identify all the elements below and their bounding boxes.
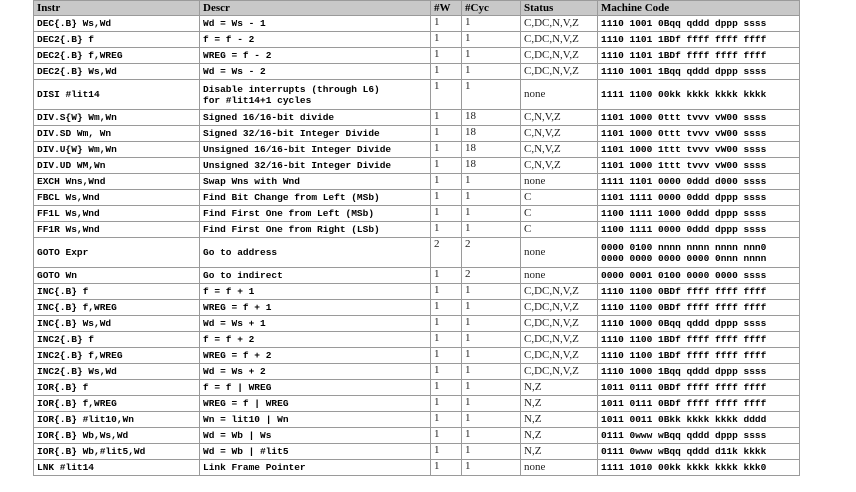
cell-instr: GOTO Expr <box>34 238 200 268</box>
cell-instr: INC2{.B} f <box>34 332 200 348</box>
cell-machine-code-line: 1011 0011 0Bkk kkkk kkkk dddd <box>601 414 767 425</box>
cell-machine-code <box>598 332 800 348</box>
cell-words: 1 <box>431 126 462 142</box>
table-row <box>34 80 800 110</box>
cell-instr: DEC{.B} Ws,Wd <box>34 16 200 32</box>
cell-cycles: 1 <box>462 396 521 412</box>
cell-status: none <box>521 460 598 476</box>
cell-descr-line: Signed 16/16-bit divide <box>203 112 335 123</box>
cell-descr-line: Wd = Wb | #lit5 <box>203 446 289 457</box>
cell-descr <box>200 32 431 48</box>
cell-descr <box>200 64 431 80</box>
cell-descr-line: WREG = f - 2 <box>203 50 272 61</box>
cell-machine-code-line: 0000 0001 0100 0000 0000 ssss <box>601 270 767 281</box>
cell-instr: IOR{.B} f <box>34 380 200 396</box>
cell-status: C,N,V,Z <box>521 110 598 126</box>
table-row <box>34 444 800 460</box>
cell-descr <box>200 48 431 64</box>
table-row <box>34 428 800 444</box>
cell-status: N,Z <box>521 428 598 444</box>
cell-instr: DIV.UD WM,Wn <box>34 158 200 174</box>
cell-status: C,DC,N,V,Z <box>521 316 598 332</box>
cell-machine-code-line: 1011 0111 0BDf ffff ffff ffff <box>601 382 767 393</box>
cell-words: 1 <box>431 396 462 412</box>
table-row <box>34 16 800 32</box>
cell-machine-code <box>598 174 800 190</box>
cell-descr <box>200 348 431 364</box>
cell-machine-code-line: 1111 1101 0000 0ddd d000 ssss <box>601 176 767 187</box>
header-machine-code: Machine Code <box>598 1 800 16</box>
cell-descr-line: Wd = Ws + 2 <box>203 366 266 377</box>
cell-machine-code <box>598 412 800 428</box>
cell-machine-code <box>598 316 800 332</box>
instruction-table-container <box>33 0 799 476</box>
cell-machine-code <box>598 158 800 174</box>
cell-words: 1 <box>431 206 462 222</box>
cell-machine-code-line: 1101 1111 0000 0ddd dppp ssss <box>601 192 767 203</box>
cell-descr-line: Find Bit Change from Left (MSb) <box>203 192 380 203</box>
cell-descr <box>200 222 431 238</box>
cell-instr: GOTO Wn <box>34 268 200 284</box>
table-row <box>34 238 800 268</box>
cell-machine-code <box>598 428 800 444</box>
cell-words: 1 <box>431 348 462 364</box>
cell-machine-code-line: 1100 1111 1000 0ddd dppp ssss <box>601 208 767 219</box>
cell-words: 1 <box>431 444 462 460</box>
cell-words: 1 <box>431 222 462 238</box>
cell-machine-code-line: 1011 0111 0BDf ffff ffff ffff <box>601 398 767 409</box>
cell-descr-line: WREG = f + 1 <box>203 302 272 313</box>
cell-words: 1 <box>431 332 462 348</box>
cell-machine-code <box>598 284 800 300</box>
table-row <box>34 364 800 380</box>
cell-words: 1 <box>431 80 462 110</box>
cell-machine-code-line: 1101 1000 1ttt tvvv vW00 ssss <box>601 160 767 171</box>
cell-instr: EXCH Wns,Wnd <box>34 174 200 190</box>
cell-words: 1 <box>431 48 462 64</box>
cell-descr-line: WREG = f + 2 <box>203 350 272 361</box>
cell-words: 1 <box>431 412 462 428</box>
cell-descr <box>200 126 431 142</box>
cell-instr: INC{.B} f <box>34 284 200 300</box>
cell-descr <box>200 380 431 396</box>
cell-machine-code <box>598 396 800 412</box>
cell-words: 1 <box>431 460 462 476</box>
cell-machine-code-line: 1110 1100 1BDf ffff ffff ffff <box>601 334 767 345</box>
cell-machine-code <box>598 126 800 142</box>
cell-status: N,Z <box>521 444 598 460</box>
cell-machine-code <box>598 16 800 32</box>
cell-descr-line: Link Frame Pointer <box>203 462 306 473</box>
cell-descr <box>200 16 431 32</box>
cell-machine-code-line: 1110 1100 0BDf ffff ffff ffff <box>601 302 767 313</box>
cell-machine-code <box>598 110 800 126</box>
header-words: #W <box>431 1 462 16</box>
cell-descr <box>200 284 431 300</box>
cell-words: 1 <box>431 364 462 380</box>
table-row <box>34 64 800 80</box>
cell-descr <box>200 190 431 206</box>
cell-machine-code <box>598 380 800 396</box>
cell-machine-code-line: 1110 1100 0BDf ffff ffff ffff <box>601 286 767 297</box>
cell-words: 1 <box>431 174 462 190</box>
cell-machine-code-line: 1110 1100 1BDf ffff ffff ffff <box>601 350 767 361</box>
table-row <box>34 284 800 300</box>
table-row <box>34 32 800 48</box>
cell-cycles: 18 <box>462 142 521 158</box>
cell-descr-line: f = f - 2 <box>203 34 255 45</box>
cell-cycles: 2 <box>462 268 521 284</box>
header-cycles: #Cyc <box>462 1 521 16</box>
table-row <box>34 300 800 316</box>
cell-instr: DEC2{.B} f <box>34 32 200 48</box>
cell-words: 1 <box>431 268 462 284</box>
cell-descr-line: Wd = Ws + 1 <box>203 318 266 329</box>
cell-descr-line: Find First One from Left (MSb) <box>203 208 375 219</box>
cell-status: C,N,V,Z <box>521 158 598 174</box>
cell-status: C,DC,N,V,Z <box>521 364 598 380</box>
table-row <box>34 174 800 190</box>
cell-machine-code-line: 0000 0000 0000 0000 0nnn nnnn <box>601 252 767 264</box>
cell-status: none <box>521 238 598 268</box>
cell-status: N,Z <box>521 396 598 412</box>
cell-cycles: 18 <box>462 126 521 142</box>
cell-descr-line: Swap Wns with Wnd <box>203 176 300 187</box>
cell-machine-code-line: 1100 1111 0000 0ddd dppp ssss <box>601 224 767 235</box>
cell-words: 1 <box>431 142 462 158</box>
cell-descr <box>200 142 431 158</box>
cell-cycles: 1 <box>462 222 521 238</box>
cell-status: N,Z <box>521 380 598 396</box>
cell-descr <box>200 412 431 428</box>
cell-descr-line: Disable interrupts (through L6) <box>203 83 380 95</box>
cell-words: 1 <box>431 16 462 32</box>
cell-words: 1 <box>431 300 462 316</box>
instruction-table <box>33 0 800 476</box>
cell-words: 1 <box>431 284 462 300</box>
cell-descr-line: Find First One from Right (LSb) <box>203 224 380 235</box>
cell-words: 1 <box>431 158 462 174</box>
cell-cycles: 1 <box>462 364 521 380</box>
cell-machine-code-line: 1110 1101 1BDf ffff ffff ffff <box>601 34 767 45</box>
cell-descr <box>200 206 431 222</box>
cell-machine-code-line: 0111 0www wBqq qddd dppp ssss <box>601 430 767 441</box>
cell-instr: INC{.B} Ws,Wd <box>34 316 200 332</box>
table-row <box>34 380 800 396</box>
cell-machine-code <box>598 190 800 206</box>
table-row <box>34 460 800 476</box>
cell-machine-code <box>598 348 800 364</box>
table-row <box>34 222 800 238</box>
cell-descr <box>200 316 431 332</box>
cell-instr: DIV.SD Wm, Wn <box>34 126 200 142</box>
cell-descr <box>200 238 431 268</box>
cell-instr: DISI #lit14 <box>34 80 200 110</box>
cell-cycles: 1 <box>462 444 521 460</box>
cell-machine-code-line: 1101 1000 0ttt tvvv vW00 ssss <box>601 128 767 139</box>
cell-machine-code <box>598 142 800 158</box>
cell-cycles: 1 <box>462 300 521 316</box>
table-row <box>34 396 800 412</box>
cell-status: C,N,V,Z <box>521 142 598 158</box>
cell-instr: DEC2{.B} f,WREG <box>34 48 200 64</box>
table-row <box>34 348 800 364</box>
cell-words: 2 <box>431 238 462 268</box>
cell-status: C <box>521 206 598 222</box>
cell-machine-code-line: 1110 1001 0Bqq qddd dppp ssss <box>601 18 767 29</box>
table-row <box>34 158 800 174</box>
cell-cycles: 1 <box>462 64 521 80</box>
cell-descr-line: f = f | WREG <box>203 382 272 393</box>
cell-descr <box>200 110 431 126</box>
cell-status: C,DC,N,V,Z <box>521 48 598 64</box>
cell-instr: INC2{.B} Ws,Wd <box>34 364 200 380</box>
table-row <box>34 316 800 332</box>
cell-cycles: 1 <box>462 460 521 476</box>
cell-descr-line: Unsigned 16/16-bit Integer Divide <box>203 144 392 155</box>
cell-instr: DIV.U{W} Wm,Wn <box>34 142 200 158</box>
header-status: Status <box>521 1 598 16</box>
cell-cycles: 1 <box>462 332 521 348</box>
cell-machine-code-line: 1110 1000 0Bqq qddd dppp ssss <box>601 318 767 329</box>
cell-machine-code-line: 1111 1100 00kk kkkk kkkk kkkk <box>601 89 767 100</box>
cell-cycles: 1 <box>462 190 521 206</box>
cell-instr: LNK #lit14 <box>34 460 200 476</box>
cell-instr: INC2{.B} f,WREG <box>34 348 200 364</box>
cell-descr-line: Wn = lit10 | Wn <box>203 414 289 425</box>
cell-instr: FF1R Ws,Wnd <box>34 222 200 238</box>
cell-cycles: 1 <box>462 412 521 428</box>
cell-words: 1 <box>431 316 462 332</box>
cell-descr-line: Wd = Ws - 2 <box>203 66 266 77</box>
table-row <box>34 332 800 348</box>
cell-machine-code-line: 1110 1000 1Bqq qddd dppp ssss <box>601 366 767 377</box>
cell-cycles: 1 <box>462 380 521 396</box>
cell-machine-code <box>598 238 800 268</box>
cell-descr <box>200 268 431 284</box>
cell-status: C <box>521 222 598 238</box>
cell-machine-code-line: 1110 1101 1BDf ffff ffff ffff <box>601 50 767 61</box>
cell-machine-code <box>598 300 800 316</box>
cell-status: none <box>521 80 598 110</box>
cell-cycles: 1 <box>462 348 521 364</box>
cell-cycles: 1 <box>462 174 521 190</box>
cell-status: C,DC,N,V,Z <box>521 32 598 48</box>
header-instr: Instr <box>34 1 200 16</box>
cell-instr: FF1L Ws,Wnd <box>34 206 200 222</box>
cell-words: 1 <box>431 110 462 126</box>
cell-status: C,DC,N,V,Z <box>521 16 598 32</box>
cell-descr <box>200 396 431 412</box>
cell-descr <box>200 158 431 174</box>
cell-descr-line: Signed 32/16-bit Integer Divide <box>203 128 380 139</box>
cell-descr <box>200 460 431 476</box>
cell-status: C,DC,N,V,Z <box>521 332 598 348</box>
cell-cycles: 1 <box>462 428 521 444</box>
cell-instr: IOR{.B} Wb,Ws,Wd <box>34 428 200 444</box>
cell-cycles: 18 <box>462 110 521 126</box>
cell-machine-code <box>598 268 800 284</box>
cell-descr <box>200 364 431 380</box>
table-row <box>34 206 800 222</box>
cell-descr-line: Go to indirect <box>203 270 283 281</box>
cell-machine-code <box>598 32 800 48</box>
header-descr: Descr <box>200 1 431 16</box>
cell-cycles: 1 <box>462 284 521 300</box>
cell-instr: IOR{.B} #lit10,Wn <box>34 412 200 428</box>
cell-descr <box>200 444 431 460</box>
cell-machine-code-line: 1110 1001 1Bqq qddd dppp ssss <box>601 66 767 77</box>
table-row <box>34 190 800 206</box>
cell-machine-code <box>598 364 800 380</box>
cell-machine-code <box>598 222 800 238</box>
cell-instr: IOR{.B} Wb,#lit5,Wd <box>34 444 200 460</box>
cell-cycles: 1 <box>462 80 521 110</box>
cell-machine-code-line: 1111 1010 00kk kkkk kkkk kkk0 <box>601 462 767 473</box>
cell-descr <box>200 428 431 444</box>
cell-words: 1 <box>431 32 462 48</box>
cell-status: C,DC,N,V,Z <box>521 300 598 316</box>
cell-instr: INC{.B} f,WREG <box>34 300 200 316</box>
cell-descr-line: WREG = f | WREG <box>203 398 289 409</box>
cell-descr <box>200 174 431 190</box>
cell-descr-line: f = f + 1 <box>203 286 255 297</box>
table-row <box>34 142 800 158</box>
cell-machine-code <box>598 460 800 476</box>
cell-instr: DEC2{.B} Ws,Wd <box>34 64 200 80</box>
cell-words: 1 <box>431 64 462 80</box>
cell-words: 1 <box>431 428 462 444</box>
cell-descr-line: Go to address <box>203 247 278 258</box>
cell-cycles: 1 <box>462 316 521 332</box>
cell-descr <box>200 332 431 348</box>
cell-machine-code <box>598 48 800 64</box>
table-row <box>34 110 800 126</box>
cell-status: none <box>521 268 598 284</box>
cell-descr-line: Wd = Ws - 1 <box>203 18 266 29</box>
cell-status: none <box>521 174 598 190</box>
cell-descr-line: Unsigned 32/16-bit Integer Divide <box>203 160 392 171</box>
table-row <box>34 268 800 284</box>
cell-machine-code <box>598 444 800 460</box>
cell-status: N,Z <box>521 412 598 428</box>
cell-cycles: 1 <box>462 206 521 222</box>
cell-cycles: 18 <box>462 158 521 174</box>
cell-cycles: 2 <box>462 238 521 268</box>
cell-status: C <box>521 190 598 206</box>
cell-machine-code <box>598 206 800 222</box>
cell-machine-code-line: 1101 1000 1ttt tvvv vW00 ssss <box>601 144 767 155</box>
cell-cycles: 1 <box>462 48 521 64</box>
cell-machine-code-line: 0111 0www wBqq qddd d11k kkkk <box>601 446 767 457</box>
cell-descr <box>200 80 431 110</box>
table-row <box>34 126 800 142</box>
cell-machine-code-line: 0000 0100 nnnn nnnn nnnn nnn0 <box>601 241 767 253</box>
table-row <box>34 412 800 428</box>
cell-machine-code <box>598 64 800 80</box>
cell-instr: FBCL Ws,Wnd <box>34 190 200 206</box>
cell-descr <box>200 300 431 316</box>
table-header-row <box>34 1 800 16</box>
cell-machine-code <box>598 80 800 110</box>
cell-words: 1 <box>431 380 462 396</box>
cell-status: C,N,V,Z <box>521 126 598 142</box>
cell-machine-code-line: 1101 1000 0ttt tvvv vW00 ssss <box>601 112 767 123</box>
cell-descr-line: for #lit14+1 cycles <box>203 94 312 106</box>
cell-descr-line: f = f + 2 <box>203 334 255 345</box>
cell-status: C,DC,N,V,Z <box>521 64 598 80</box>
cell-status: C,DC,N,V,Z <box>521 348 598 364</box>
table-body <box>34 16 800 476</box>
cell-descr-line: Wd = Wb | Ws <box>203 430 272 441</box>
cell-cycles: 1 <box>462 32 521 48</box>
cell-words: 1 <box>431 190 462 206</box>
table-row <box>34 48 800 64</box>
cell-instr: IOR{.B} f,WREG <box>34 396 200 412</box>
cell-instr: DIV.S{W} Wm,Wn <box>34 110 200 126</box>
cell-cycles: 1 <box>462 16 521 32</box>
cell-status: C,DC,N,V,Z <box>521 284 598 300</box>
